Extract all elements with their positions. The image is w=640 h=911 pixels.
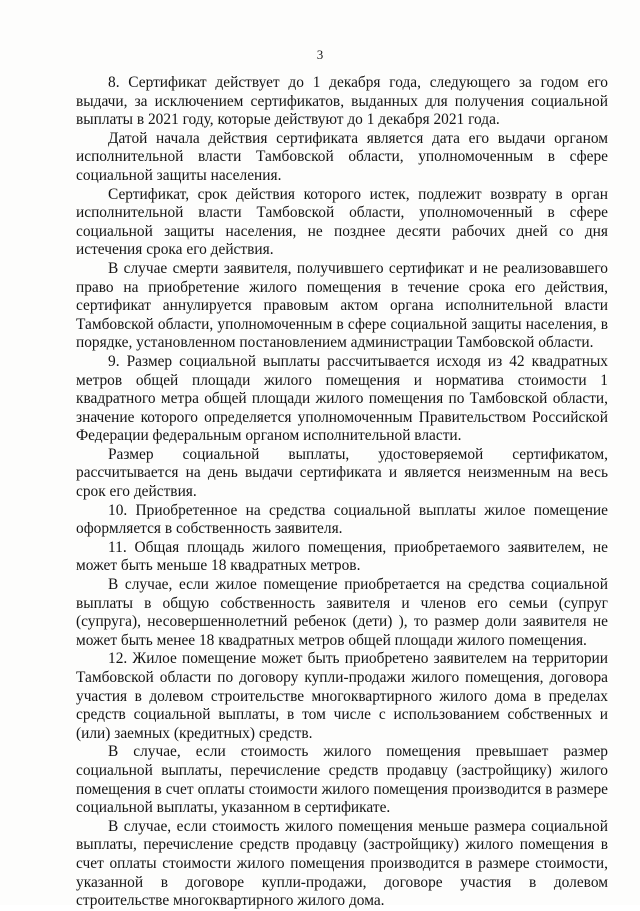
- paragraph: 12. Жилое помещение может быть приобретено заявителем на территории Тамбовской области по договору купли-продажи жилого помещения, договора участия в долевом строительстве многоквартирного жилого дома в пределах средств социальной выплаты, в том числе с использованием собственных и (или) заемных (кредитных) средств.: [76, 650, 608, 742]
- paragraph: В случае, если стоимость жилого помещения меньше размера социальной выплаты, перечисление средств продавцу (застройщику) жилого помещения в счет оплаты стоимости жилого помещения производится в размере стоимости, указанной в договоре купли-продажи, договоре участия в долевом строительстве многоквартирного жилого дома.: [76, 817, 608, 910]
- paragraph: Датой начала действия сертификата является дата его выдачи органом исполнительной власти Тамбовской области, уполномоченным в сфере социальной защиты населения.: [76, 129, 608, 184]
- paragraph: 9. Размер социальной выплаты рассчитывается исходя из 42 квадратных метров общей площади жилого помещения и норматива стоимости 1 квадратного метра общей площади жилого помещения по Тамбовской области, значение которого определяется уполномоченным Правительством Российской Федерации федеральным органом исполнительной власти.: [76, 352, 608, 445]
- page-number: 3: [316, 47, 324, 62]
- paragraph: Сертификат, срок действия которого истек, подлежит возврату в орган исполнительной власти Тамбовской области, уполномоченный в сфере социальной защиты населения, не позднее десяти рабочих дней со дня истечения срока его действия.: [76, 185, 608, 259]
- paragraph: В случае смерти заявителя, получившего сертификат и не реализовавшего право на приобретение жилого помещения в течение срока его действия, сертификат аннулируется правовым актом органа исполнительной власти Тамбовской области, уполномоченным в сфере социальной защиты населения, в порядке, установленном постановлением администрации Тамбовской области.: [76, 259, 608, 352]
- paragraph: В случае, если жилое помещение приобретается на средства социальной выплаты в общую собственность заявителя и членов его семьи (супруг (супруга), несовершеннолетний ребенок (дети) ), то размер доли заявителя не может быть менее 18 квадратных метров общей площади жилого помещения.: [76, 576, 608, 649]
- paragraph: Размер социальной выплаты, удостоверяемой сертификатом, рассчитывается на день выдачи сертификата и является неизменным на весь срок его действия.: [76, 445, 608, 501]
- document-body: [76, 74, 608, 911]
- paragraph: 11. Общая площадь жилого помещения, приобретаемого заявителем, не может быть меньше 18 квадратных метров.: [76, 538, 608, 575]
- paragraph: 10. Приобретенное на средства социальной выплаты жилое помещение оформляется в собственность заявителя.: [76, 501, 608, 538]
- paragraph: В случае, если стоимость жилого помещения превышает размер социальной выплаты, перечисление средств продавцу (застройщику) жилого помещения в счет оплаты стоимости жилого помещения производится в размере социальной выплаты, указанном в сертификате.: [76, 743, 608, 817]
- paragraph: 8. Сертификат действует до 1 декабря года, следующего за годом его выдачи, за исключением сертификатов, выданных для получения социальной выплаты в 2021 году, которые действуют до 1 декабря 2021 года.: [76, 74, 608, 129]
